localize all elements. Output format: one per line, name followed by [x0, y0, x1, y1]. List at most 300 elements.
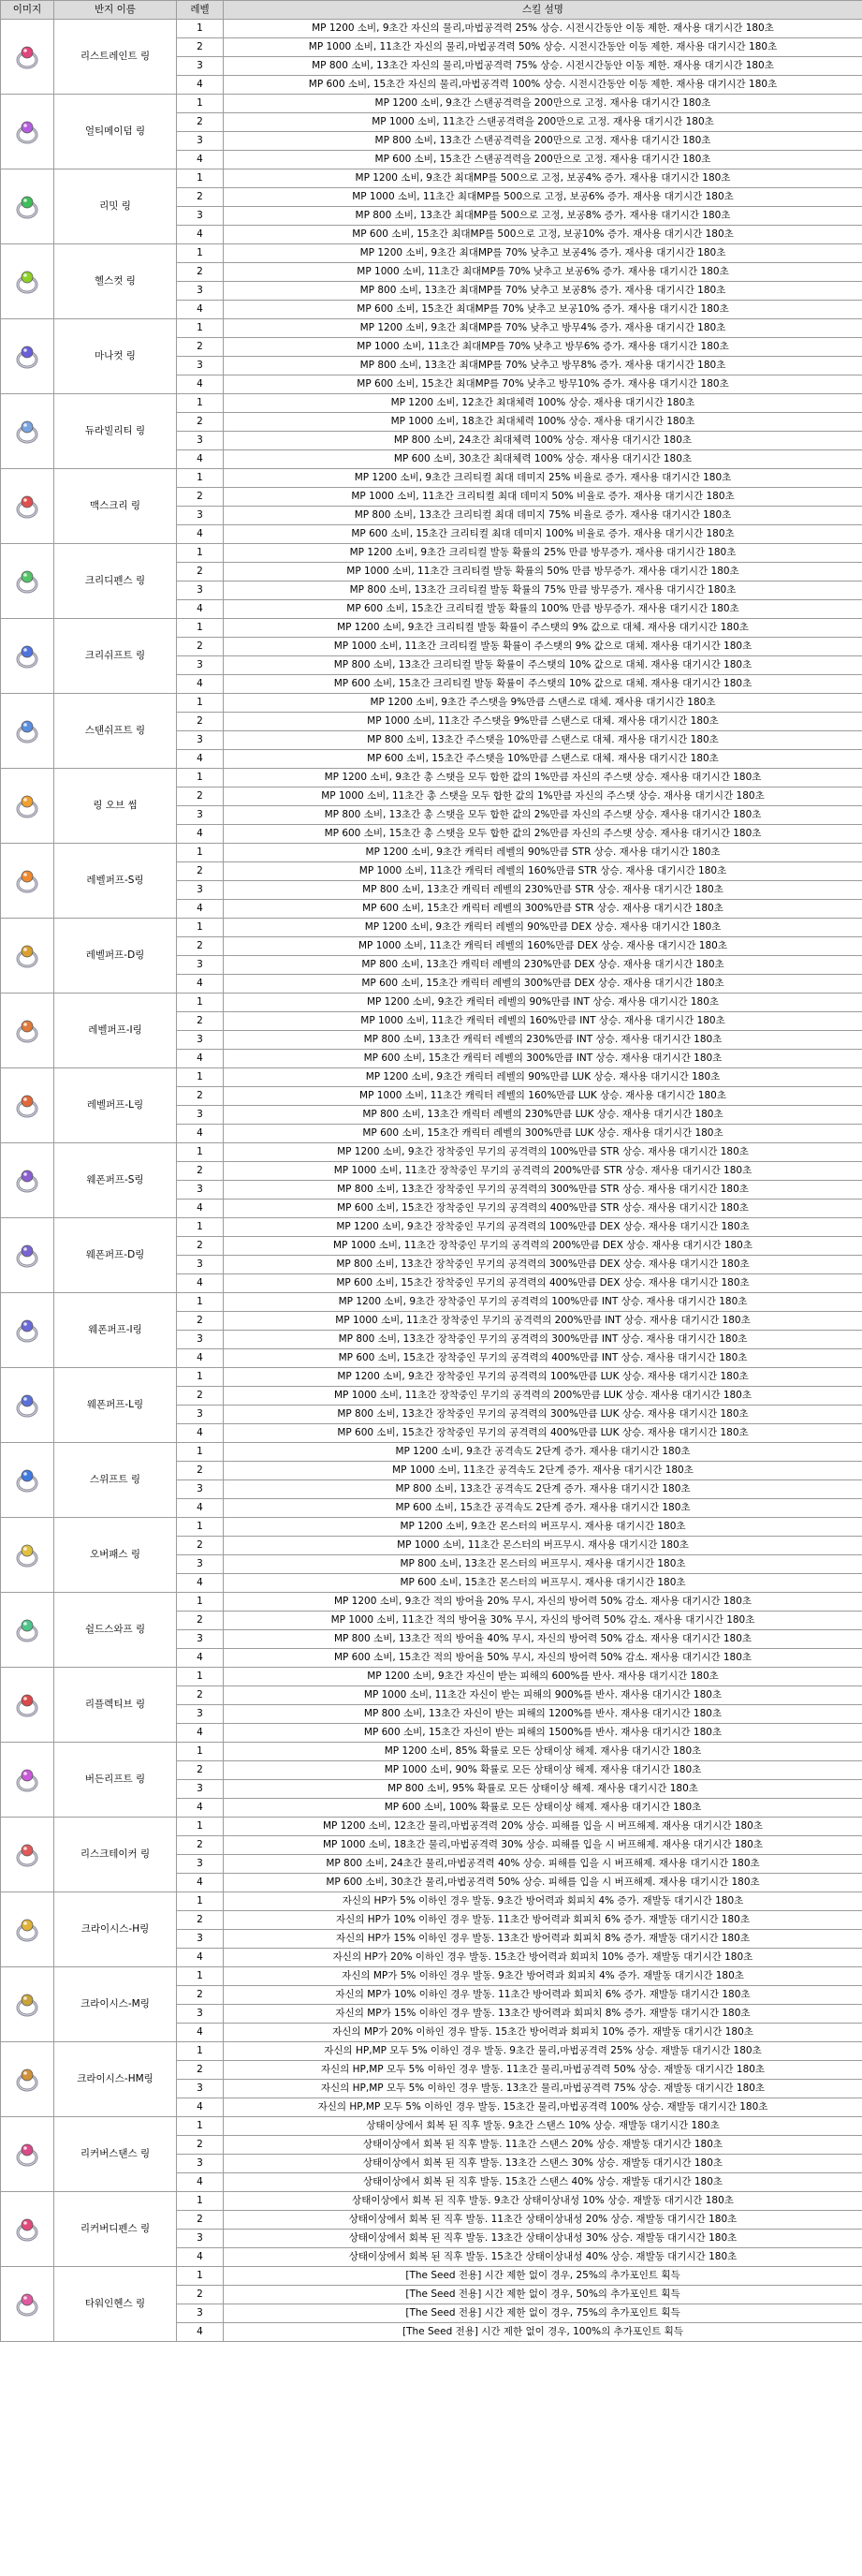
skill-description: MP 1000 소비, 11초간 크리티컬 발동 확률의 50% 만큼 방무증가. 재사용 대기시간 180초 [224, 563, 862, 581]
ring-level: 2 [177, 2061, 224, 2080]
table-row [1, 169, 862, 188]
ring-level: 2 [177, 1612, 224, 1630]
table-row [1, 1293, 862, 1312]
ring-image-cell [1, 544, 54, 619]
skill-description: 상태이상에서 회복 된 직후 발동. 13초간 스탠스 30% 상승. 재발동 대기시간 180초 [224, 2155, 862, 2173]
ring-name: 쉴드스와프 링 [54, 1593, 177, 1668]
ring-image-cell [1, 619, 54, 694]
skill-description: MP 1200 소비, 9초간 크리티컬 발동 확률이 주스탯의 9% 값으로 대체. 재사용 대기시간 180초 [224, 619, 862, 638]
skill-description: MP 800 소비, 13초간 스탠공격력을 200만으로 고정. 재사용 대기시간 180초 [224, 132, 862, 151]
skill-description: MP 1000 소비, 11초간 자신이 받는 피해의 900%를 반사. 재사용 대기시간 180초 [224, 1686, 862, 1705]
skill-description: MP 600 소비, 15초간 캐릭터 레벨의 300%만큼 LUK 상승. 재사용 대기시간 180초 [224, 1125, 862, 1143]
skill-description: MP 1200 소비, 9초간 장착중인 무기의 공격력의 100%만큼 DEX 상승. 재사용 대기시간 180초 [224, 1218, 862, 1237]
skill-description: MP 1000 소비, 11초간 크리티컬 최대 데미지 50% 비율로 증가. 재사용 대기시간 180초 [224, 488, 862, 507]
ring-name: 웨폰퍼프-S링 [54, 1143, 177, 1218]
table-row [1, 1068, 862, 1087]
skill-description: MP 600 소비, 15초간 스탠공격력을 200만으로 고정. 재사용 대기시간 180초 [224, 151, 862, 169]
ring-level: 3 [177, 1331, 224, 1349]
header-image: 이미지 [1, 1, 54, 20]
ring-icon [13, 493, 41, 521]
skill-description: MP 800 소비, 13초간 크리티컬 최대 데미지 75% 비율로 증가. 재사용 대기시간 180초 [224, 507, 862, 525]
skill-description: MP 1000 소비, 11초간 장착중인 무기의 공격력의 200%만큼 STR 상승. 재사용 대기시간 180초 [224, 1162, 862, 1181]
ring-level: 1 [177, 1518, 224, 1537]
header-level: 레벨 [177, 1, 224, 20]
table-row [1, 544, 862, 563]
skill-description: MP 800 소비, 13초간 캐릭터 레벨의 230%만큼 LUK 상승. 재사용 대기시간 180초 [224, 1106, 862, 1125]
header-ring-name: 반지 이름 [54, 1, 177, 20]
ring-level: 2 [177, 788, 224, 806]
ring-level: 4 [177, 375, 224, 394]
skill-description: MP 600 소비, 30초간 물리,마법공격력 50% 상승. 피해를 입을 시 버프해제. 재사용 대기시간 180초 [224, 1874, 862, 1892]
ring-image-cell [1, 95, 54, 169]
ring-image-cell [1, 1593, 54, 1668]
table-row [1, 1892, 862, 1911]
skill-description: 상태이상에서 회복 된 직후 발동. 11초간 스탠스 20% 상승. 재발동 대기시간 180초 [224, 2136, 862, 2155]
ring-level: 2 [177, 1836, 224, 1855]
ring-level: 4 [177, 1424, 224, 1443]
table-body [1, 20, 862, 2342]
skill-description: MP 600 소비, 15초간 크리티컬 최대 데미지 100% 비율로 증가. 재사용 대기시간 180초 [224, 525, 862, 544]
ring-level: 3 [177, 207, 224, 226]
ring-level: 2 [177, 1162, 224, 1181]
ring-icon [13, 1916, 41, 1944]
skill-description: MP 600 소비, 15초간 최대MP를 70% 낮추고 방무10% 증가. 재사용 대기시간 180초 [224, 375, 862, 394]
skill-description: MP 1200 소비, 9초간 캐릭터 레벨의 90%만큼 STR 상승. 재사용 대기시간 180초 [224, 844, 862, 862]
skill-description: MP 600 소비, 15초간 최대MP를 500으로 고정, 보공10% 증가. 재사용 대기시간 180초 [224, 226, 862, 244]
skill-description: MP 800 소비, 13초간 캐릭터 레벨의 230%만큼 STR 상승. 재사용 대기시간 180초 [224, 881, 862, 900]
ring-icon [13, 1317, 41, 1345]
ring-name: 레벨퍼프-D링 [54, 919, 177, 994]
ring-icon [13, 193, 41, 221]
table-row [1, 844, 862, 862]
skill-description: MP 600 소비, 15초간 장착중인 무기의 공격력의 400%만큼 STR 상승. 재사용 대기시간 180초 [224, 1200, 862, 1218]
skill-description: 상태이상에서 회복 된 직후 발동. 15초간 상태이상내성 40% 상승. 재발동 대기시간 180초 [224, 2248, 862, 2267]
skill-description: MP 800 소비, 95% 확률로 모든 상태이상 해제. 재사용 대기시간 180초 [224, 1780, 862, 1799]
skill-description: MP 800 소비, 24초간 최대체력 100% 상승. 재사용 대기시간 180초 [224, 432, 862, 450]
table-row [1, 919, 862, 937]
ring-level: 3 [177, 956, 224, 975]
ring-level: 1 [177, 169, 224, 188]
ring-level: 1 [177, 1218, 224, 1237]
ring-level: 1 [177, 1593, 224, 1612]
skill-description: MP 1200 소비, 9초간 최대MP를 500으로 고정, 보공4% 증가. 재사용 대기시간 180초 [224, 169, 862, 188]
skill-description: MP 1000 소비, 11초간 적의 방어율 30% 무시, 자신의 방어력 50% 감소. 재사용 대기시간 180초 [224, 1612, 862, 1630]
ring-icon [13, 118, 41, 146]
skill-description: MP 1200 소비, 9초간 적의 방어율 20% 무시, 자신의 방어력 50% 감소. 재사용 대기시간 180초 [224, 1593, 862, 1612]
skill-description: MP 600 소비, 15초간 자신이 받는 피해의 1500%를 반사. 재사용 대기시간 180초 [224, 1724, 862, 1743]
table-row [1, 2192, 862, 2211]
ring-level: 3 [177, 1930, 224, 1949]
ring-level: 2 [177, 2136, 224, 2155]
ring-level: 1 [177, 844, 224, 862]
ring-level: 1 [177, 2192, 224, 2211]
skill-description: MP 800 소비, 13초간 최대MP를 70% 낮추고 방무8% 증가. 재사용 대기시간 180초 [224, 357, 862, 375]
ring-level: 2 [177, 1686, 224, 1705]
table-row [1, 1818, 862, 1836]
ring-level: 1 [177, 769, 224, 788]
ring-level: 2 [177, 2211, 224, 2230]
table-row [1, 694, 862, 713]
table-row [1, 1967, 862, 1986]
ring-level: 2 [177, 1237, 224, 1256]
ring-icon [13, 1391, 41, 1420]
ring-level: 4 [177, 675, 224, 694]
ring-level: 2 [177, 38, 224, 57]
skill-description: MP 1200 소비, 9초간 최대MP를 70% 낮추고 보공4% 증가. 재사용 대기시간 180초 [224, 244, 862, 263]
skill-description: MP 800 소비, 13초간 장착중인 무기의 공격력의 300%만큼 STR 상승. 재사용 대기시간 180초 [224, 1181, 862, 1200]
ring-level: 4 [177, 1499, 224, 1518]
ring-level: 2 [177, 862, 224, 881]
ring-level: 2 [177, 263, 224, 282]
skill-description: MP 1000 소비, 90% 확률로 모든 상태이상 해제. 재사용 대기시간 180초 [224, 1761, 862, 1780]
ring-icon [13, 1092, 41, 1120]
ring-level: 3 [177, 1705, 224, 1724]
skill-description: MP 600 소비, 30초간 최대체력 100% 상승. 재사용 대기시간 180초 [224, 450, 862, 469]
ring-image-cell [1, 2117, 54, 2192]
skill-description: MP 800 소비, 13초간 최대MP를 500으로 고정, 보공8% 증가. 재사용 대기시간 180초 [224, 207, 862, 226]
ring-level: 1 [177, 1368, 224, 1387]
skill-description: MP 1000 소비, 11초간 장착중인 무기의 공격력의 200%만큼 LUK 상승. 재사용 대기시간 180초 [224, 1387, 862, 1406]
ring-image-cell [1, 1143, 54, 1218]
table-row [1, 769, 862, 788]
skill-description: 상태이상에서 회복 된 직후 발동. 15초간 스탠스 40% 상승. 재발동 대기시간 180초 [224, 2173, 862, 2192]
skill-description: MP 1200 소비, 12초간 물리,마법공격력 20% 상승. 피해를 입을 시 버프해제. 재사용 대기시간 180초 [224, 1818, 862, 1836]
skill-description: MP 1200 소비, 9초간 몬스터의 버프무시. 재사용 대기시간 180초 [224, 1518, 862, 1537]
ring-level: 2 [177, 937, 224, 956]
ring-level: 3 [177, 1406, 224, 1424]
table-row [1, 1443, 862, 1462]
ring-icon [13, 2215, 41, 2244]
ring-icon [13, 418, 41, 446]
table-row [1, 2117, 862, 2136]
ring-level: 3 [177, 806, 224, 825]
skill-description: MP 1200 소비, 9초간 장착중인 무기의 공격력의 100%만큼 INT 상승. 재사용 대기시간 180초 [224, 1293, 862, 1312]
ring-level: 1 [177, 1892, 224, 1911]
ring-level: 1 [177, 1293, 224, 1312]
skill-description: MP 1000 소비, 11초간 스탠공격력을 200만으로 고정. 재사용 대기시간 180초 [224, 113, 862, 132]
ring-name: 듀라빌리티 링 [54, 394, 177, 469]
ring-level: 2 [177, 113, 224, 132]
table-row [1, 2267, 862, 2286]
ring-level: 1 [177, 244, 224, 263]
ring-level: 3 [177, 2155, 224, 2173]
table-row [1, 20, 862, 38]
skill-description: MP 1200 소비, 9초간 자신이 받는 피해의 600%를 반사. 재사용 대기시간 180초 [224, 1668, 862, 1686]
skill-description: MP 1000 소비, 11초간 캐릭터 레벨의 160%만큼 LUK 상승. 재사용 대기시간 180초 [224, 1087, 862, 1106]
ring-level: 1 [177, 1743, 224, 1761]
ring-image-cell [1, 1668, 54, 1743]
ring-level: 1 [177, 1443, 224, 1462]
table-row [1, 1743, 862, 1761]
skill-description: 자신의 MP가 5% 이하인 경우 발동. 9초간 방어력과 회피치 4% 증가. 재발동 대기시간 180초 [224, 1967, 862, 1986]
ring-level: 3 [177, 132, 224, 151]
ring-level: 4 [177, 1349, 224, 1368]
skill-description: 자신의 MP가 20% 이하인 경우 발동. 15초간 방어력과 회피치 10% 증가. 재발동 대기시간 180초 [224, 2024, 862, 2042]
ring-level: 3 [177, 1106, 224, 1125]
skill-description: 자신의 MP가 10% 이하인 경우 발동. 11초간 방어력과 회피치 6% 증가. 재발동 대기시간 180초 [224, 1986, 862, 2005]
ring-icon [13, 1616, 41, 1644]
ring-image-cell [1, 20, 54, 95]
ring-level: 3 [177, 282, 224, 301]
ring-name: 웨폰퍼프-D링 [54, 1218, 177, 1293]
ring-name: 크리디펜스 링 [54, 544, 177, 619]
ring-level: 4 [177, 825, 224, 844]
ring-level: 3 [177, 581, 224, 600]
ring-icon [13, 1841, 41, 1869]
ring-icon [13, 1691, 41, 1719]
skill-description: MP 1200 소비, 12초간 최대체력 100% 상승. 재사용 대기시간 180초 [224, 394, 862, 413]
ring-level: 4 [177, 2323, 224, 2342]
ring-icon [13, 1991, 41, 2019]
ring-image-cell [1, 919, 54, 994]
ring-name: 링 오브 썸 [54, 769, 177, 844]
ring-level: 3 [177, 1181, 224, 1200]
skill-description: MP 1000 소비, 11초간 캐릭터 레벨의 160%만큼 INT 상승. 재사용 대기시간 180초 [224, 1012, 862, 1031]
ring-icon [13, 1242, 41, 1270]
ring-level: 2 [177, 338, 224, 357]
skill-description: MP 600 소비, 15초간 자신의 물리,마법공격력 100% 상승. 시전시간동안 이동 제한. 재사용 대기시간 180초 [224, 76, 862, 95]
ring-image-cell [1, 1218, 54, 1293]
ring-image-cell [1, 1368, 54, 1443]
ring-icon [13, 343, 41, 371]
ring-name: 레벨퍼프-L링 [54, 1068, 177, 1143]
ring-level: 3 [177, 2230, 224, 2248]
ring-level: 1 [177, 2117, 224, 2136]
ring-icon [13, 1466, 41, 1494]
skill-description: [The Seed 전용] 시간 제한 없이 경우, 100%의 추가포인트 획득 [224, 2323, 862, 2342]
table-row [1, 469, 862, 488]
ring-level: 2 [177, 1761, 224, 1780]
ring-level: 2 [177, 1986, 224, 2005]
skill-description: MP 800 소비, 13초간 자신이 받는 피해의 1200%를 반사. 재사용 대기시간 180초 [224, 1705, 862, 1724]
ring-level: 1 [177, 1068, 224, 1087]
ring-level: 2 [177, 638, 224, 656]
ring-level: 3 [177, 731, 224, 750]
ring-level: 2 [177, 563, 224, 581]
ring-level: 4 [177, 1125, 224, 1143]
table-row [1, 994, 862, 1012]
skill-description: MP 1000 소비, 11초간 공격속도 2단계 증가. 재사용 대기시간 180초 [224, 1462, 862, 1480]
skill-description: 자신의 MP가 15% 이하인 경우 발동. 13초간 방어력과 회피치 8% 증가. 재발동 대기시간 180초 [224, 2005, 862, 2024]
ring-level: 3 [177, 2304, 224, 2323]
ring-level: 2 [177, 1537, 224, 1555]
skill-description: 상태이상에서 회복 된 직후 발동. 9초간 스탠스 10% 상승. 재발동 대기시간 180초 [224, 2117, 862, 2136]
ring-name: 리스크테이커 링 [54, 1818, 177, 1892]
ring-name: 버든리프트 링 [54, 1743, 177, 1818]
skill-description: MP 600 소비, 15초간 장착중인 무기의 공격력의 400%만큼 LUK 상승. 재사용 대기시간 180초 [224, 1424, 862, 1443]
skill-description: MP 1200 소비, 9초간 크리티컬 최대 데미지 25% 비율로 증가. 재사용 대기시간 180초 [224, 469, 862, 488]
ring-name: 헬스컷 링 [54, 244, 177, 319]
skill-description: MP 1000 소비, 11초간 최대MP를 70% 낮추고 보공6% 증가. 재사용 대기시간 180초 [224, 263, 862, 282]
ring-image-cell [1, 1818, 54, 1892]
ring-name: 크라이시스-HM링 [54, 2042, 177, 2117]
skill-description: MP 1200 소비, 9초간 공격속도 2단계 증가. 재사용 대기시간 180초 [224, 1443, 862, 1462]
skill-description: 자신의 HP,MP 모두 5% 이하인 경우 발동. 15초간 물리,마법공격력 100% 상승. 재발동 대기시간 180초 [224, 2098, 862, 2117]
ring-image-cell [1, 994, 54, 1068]
skill-description: MP 600 소비, 15초간 캐릭터 레벨의 300%만큼 DEX 상승. 재사용 대기시간 180초 [224, 975, 862, 994]
ring-name: 리스트레인트 링 [54, 20, 177, 95]
table-row [1, 1593, 862, 1612]
table-row [1, 2042, 862, 2061]
ring-level: 3 [177, 881, 224, 900]
ring-name: 리플렉티브 링 [54, 1668, 177, 1743]
ring-level: 4 [177, 1799, 224, 1818]
skill-description: MP 600 소비, 15초간 장착중인 무기의 공격력의 400%만큼 DEX 상승. 재사용 대기시간 180초 [224, 1274, 862, 1293]
skill-description: MP 600 소비, 15초간 장착중인 무기의 공격력의 400%만큼 INT 상승. 재사용 대기시간 180초 [224, 1349, 862, 1368]
skill-description: MP 600 소비, 15초간 크리티컬 발동 확률이 주스탯의 10% 값으로 대체. 재사용 대기시간 180초 [224, 675, 862, 694]
skill-description: MP 1200 소비, 9초간 캐릭터 레벨의 90%만큼 DEX 상승. 재사용 대기시간 180초 [224, 919, 862, 937]
ring-level: 2 [177, 713, 224, 731]
ring-level: 2 [177, 1012, 224, 1031]
skill-description: 자신의 HP가 10% 이하인 경우 발동. 11초간 방어력과 회피치 6% 증가. 재발동 대기시간 180초 [224, 1911, 862, 1930]
ring-level: 1 [177, 619, 224, 638]
table-row [1, 619, 862, 638]
ring-name: 마나컷 링 [54, 319, 177, 394]
ring-icon [13, 1167, 41, 1195]
ring-icon [13, 1766, 41, 1794]
ring-level: 3 [177, 2080, 224, 2098]
skill-description: MP 600 소비, 15초간 캐릭터 레벨의 300%만큼 STR 상승. 재사용 대기시간 180초 [224, 900, 862, 919]
ring-icon [13, 942, 41, 970]
ring-level: 4 [177, 226, 224, 244]
ring-level: 2 [177, 1387, 224, 1406]
ring-image-cell [1, 2267, 54, 2342]
ring-name: 리밋 링 [54, 169, 177, 244]
ring-name: 얼티메이덤 링 [54, 95, 177, 169]
skill-description: MP 1000 소비, 11초간 장착중인 무기의 공격력의 200%만큼 INT 상승. 재사용 대기시간 180초 [224, 1312, 862, 1331]
ring-icon [13, 1017, 41, 1045]
skill-description: MP 800 소비, 13초간 주스탯을 10%만큼 스탠스로 대체. 재사용 대기시간 180초 [224, 731, 862, 750]
ring-level: 1 [177, 994, 224, 1012]
skill-description: MP 1000 소비, 11초간 몬스터의 버프무시. 재사용 대기시간 180초 [224, 1537, 862, 1555]
table-row [1, 95, 862, 113]
ring-name: 리커버스탠스 링 [54, 2117, 177, 2192]
ring-level: 4 [177, 151, 224, 169]
ring-level: 3 [177, 1555, 224, 1574]
ring-level: 3 [177, 1031, 224, 1050]
ring-level: 1 [177, 2267, 224, 2286]
ring-image-cell [1, 319, 54, 394]
ring-icon [13, 2141, 41, 2169]
skill-description: MP 800 소비, 13초간 크리티컬 발동 확률의 75% 만큼 방무증가. 재사용 대기시간 180초 [224, 581, 862, 600]
table-row [1, 1518, 862, 1537]
skill-description: MP 1000 소비, 18초간 최대체력 100% 상승. 재사용 대기시간 180초 [224, 413, 862, 432]
ring-image-cell [1, 169, 54, 244]
skill-description: MP 1200 소비, 9초간 캐릭터 레벨의 90%만큼 LUK 상승. 재사용 대기시간 180초 [224, 1068, 862, 1087]
skill-description: MP 800 소비, 13초간 자신의 물리,마법공격력 75% 상승. 시전시간동안 이동 제한. 재사용 대기시간 180초 [224, 57, 862, 76]
skill-description: MP 1200 소비, 9초간 총 스탯을 모두 합한 값의 1%만큼 자신의 주스탯 상승. 재사용 대기시간 180초 [224, 769, 862, 788]
skill-description: MP 1200 소비, 9초간 스탠공격력을 200만으로 고정. 재사용 대기시간 180초 [224, 95, 862, 113]
ring-icon [13, 717, 41, 745]
ring-level: 4 [177, 2024, 224, 2042]
table-row [1, 244, 862, 263]
ring-level: 3 [177, 656, 224, 675]
ring-level: 3 [177, 1855, 224, 1874]
ring-icon [13, 792, 41, 820]
table-row [1, 1218, 862, 1237]
skill-description: 상태이상에서 회복 된 직후 발동. 9초간 상태이상내성 10% 상승. 재발동 대기시간 180초 [224, 2192, 862, 2211]
ring-level: 3 [177, 1256, 224, 1274]
ring-level: 4 [177, 1649, 224, 1668]
ring-level: 1 [177, 544, 224, 563]
skill-description: MP 800 소비, 13초간 캐릭터 레벨의 230%만큼 DEX 상승. 재사용 대기시간 180초 [224, 956, 862, 975]
ring-level: 1 [177, 694, 224, 713]
ring-level: 4 [177, 2098, 224, 2117]
ring-name: 웨폰퍼프-L링 [54, 1368, 177, 1443]
ring-image-cell [1, 1967, 54, 2042]
ring-level: 4 [177, 600, 224, 619]
ring-level: 4 [177, 450, 224, 469]
ring-level: 2 [177, 1911, 224, 1930]
ring-level: 1 [177, 319, 224, 338]
ring-level: 2 [177, 488, 224, 507]
ring-level: 4 [177, 1050, 224, 1068]
skill-description: MP 1200 소비, 9초간 장착중인 무기의 공격력의 100%만큼 STR 상승. 재사용 대기시간 180초 [224, 1143, 862, 1162]
ring-image-cell [1, 394, 54, 469]
ring-level: 4 [177, 2173, 224, 2192]
ring-name: 레벨퍼프-S링 [54, 844, 177, 919]
skill-description: 자신의 HP,MP 모두 5% 이하인 경우 발동. 11초간 물리,마법공격력 50% 상승. 재발동 대기시간 180초 [224, 2061, 862, 2080]
skill-description: MP 1200 소비, 9초간 자신의 물리,마법공격력 25% 상승. 시전시간동안 이동 제한. 재사용 대기시간 180초 [224, 20, 862, 38]
skill-description: MP 800 소비, 13초간 공격속도 2단계 증가. 재사용 대기시간 180초 [224, 1480, 862, 1499]
skill-description: MP 1000 소비, 11초간 캐릭터 레벨의 160%만큼 DEX 상승. 재사용 대기시간 180초 [224, 937, 862, 956]
ring-level: 4 [177, 1274, 224, 1293]
skill-description: MP 1000 소비, 11초간 최대MP를 70% 낮추고 방무6% 증가. 재사용 대기시간 180초 [224, 338, 862, 357]
skill-description: 자신의 HP,MP 모두 5% 이하인 경우 발동. 13초간 물리,마법공격력 75% 상승. 재발동 대기시간 180초 [224, 2080, 862, 2098]
ring-level: 1 [177, 1818, 224, 1836]
ring-icon [13, 867, 41, 895]
skill-description: MP 600 소비, 15초간 캐릭터 레벨의 300%만큼 INT 상승. 재사용 대기시간 180초 [224, 1050, 862, 1068]
skill-description: MP 1000 소비, 11초간 최대MP를 500으로 고정, 보공6% 증가. 재사용 대기시간 180초 [224, 188, 862, 207]
ring-name: 크리쉬프트 링 [54, 619, 177, 694]
table-header-row [1, 1, 862, 20]
ring-level: 4 [177, 975, 224, 994]
skill-description: MP 1000 소비, 11초간 총 스탯을 모두 합한 값의 1%만큼 자신의 주스탯 상승. 재사용 대기시간 180초 [224, 788, 862, 806]
ring-image-cell [1, 1743, 54, 1818]
ring-level: 3 [177, 507, 224, 525]
ring-level: 1 [177, 2042, 224, 2061]
ring-name: 레벨퍼프-I링 [54, 994, 177, 1068]
ring-level: 2 [177, 1087, 224, 1106]
skill-description: MP 1000 소비, 11초간 장착중인 무기의 공격력의 200%만큼 DEX 상승. 재사용 대기시간 180초 [224, 1237, 862, 1256]
table-row [1, 1143, 862, 1162]
skill-description: 상태이상에서 회복 된 직후 발동. 13초간 상태이상내성 30% 상승. 재발동 대기시간 180초 [224, 2230, 862, 2248]
ring-image-cell [1, 694, 54, 769]
ring-image-cell [1, 244, 54, 319]
skill-description: 상태이상에서 회복 된 직후 발동. 11초간 상태이상내성 20% 상승. 재발동 대기시간 180초 [224, 2211, 862, 2230]
skill-description: MP 600 소비, 15초간 크리티컬 발동 확률의 100% 만큼 방무증가. 재사용 대기시간 180초 [224, 600, 862, 619]
ring-level: 1 [177, 20, 224, 38]
ring-level: 4 [177, 750, 224, 769]
ring-image-cell [1, 1443, 54, 1518]
skill-description: MP 800 소비, 13초간 장착중인 무기의 공격력의 300%만큼 INT 상승. 재사용 대기시간 180초 [224, 1331, 862, 1349]
ring-level: 4 [177, 1200, 224, 1218]
ring-icon [13, 567, 41, 596]
table-row [1, 319, 862, 338]
ring-level: 4 [177, 1874, 224, 1892]
ring-level: 2 [177, 188, 224, 207]
ring-icon [13, 642, 41, 670]
ring-image-cell [1, 1518, 54, 1593]
ring-level: 4 [177, 76, 224, 95]
skill-description: MP 800 소비, 24초간 물리,마법공격력 40% 상승. 피해를 입을 시 버프해제. 재사용 대기시간 180초 [224, 1855, 862, 1874]
skill-description: MP 600 소비, 15초간 최대MP를 70% 낮추고 보공10% 증가. 재사용 대기시간 180초 [224, 301, 862, 319]
skill-description: MP 1200 소비, 85% 확률로 모든 상태이상 해제. 재사용 대기시간 180초 [224, 1743, 862, 1761]
ring-name: 오버패스 링 [54, 1518, 177, 1593]
ring-image-cell [1, 469, 54, 544]
skill-description: MP 800 소비, 13초간 총 스탯을 모두 합한 값의 2%만큼 자신의 주스탯 상승. 재사용 대기시간 180초 [224, 806, 862, 825]
ring-image-cell [1, 1068, 54, 1143]
